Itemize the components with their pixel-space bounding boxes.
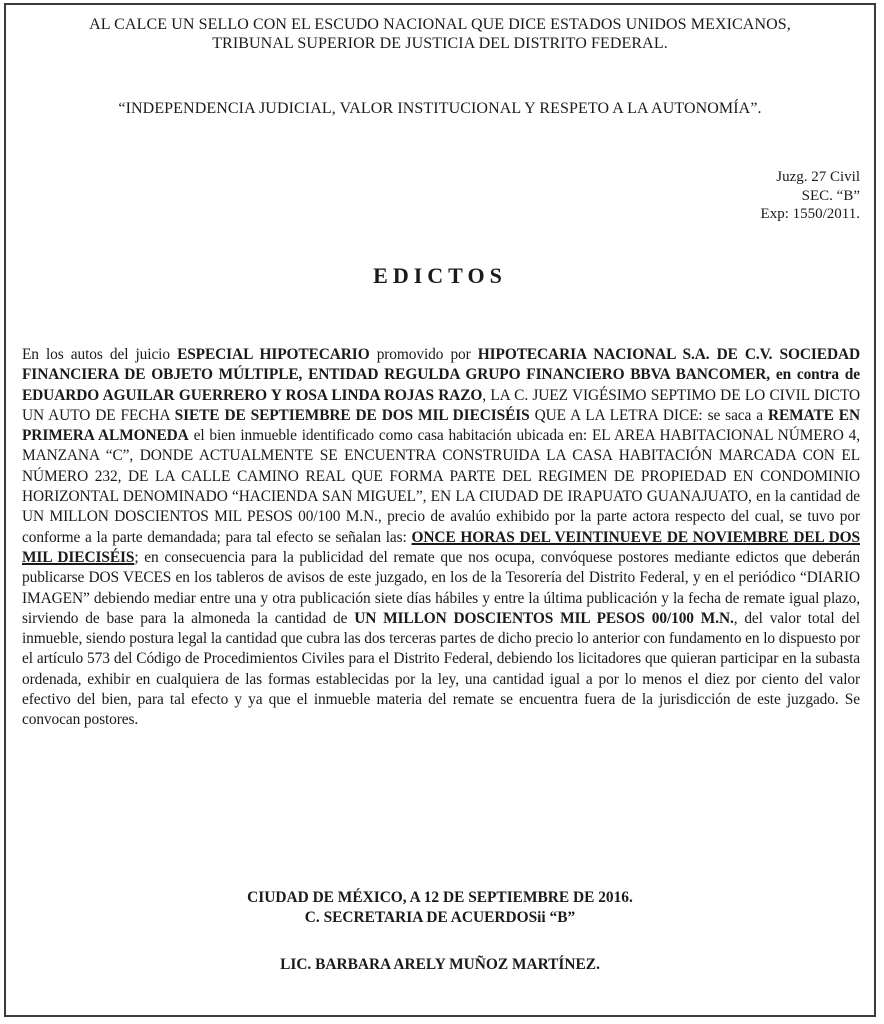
case-reference xyxy=(761,168,860,224)
body-text: el bien inmueble identificado como casa habitación ubicada en: EL AREA HABITACIONAL NÚMERO 4, MANZANA “C”, DONDE ACTUALMENTE SE ENCUENTRA CONSTRUIDA LA CASA HABITACIÓN MARCADA CON EL NÚMERO 232, DE LA CALLE CAMINO REAL QUE FORMA PARTE DEL REGIMEN DE PROPIEDAD EN CONDOMINIO HORIZONTAL DENOMINADO “HACIENDA SAN MIGUEL”, EN LA CIUDAD DE IRAPUATO GUANAJUATO, en la cantidad de UN MILLON DOSCIENTOS MIL PESOS 00/100 M.N., precio de avalúo exhibido por la parte actora respecto del cual, se tuvo por conforme a la parte demandada; para tal efecto se señalan las: xyxy=(22,427,861,546)
body-bold-text: REMATE EN PRIMERA ALMONEDA xyxy=(22,406,860,445)
court-section: SEC. “B” xyxy=(801,187,860,204)
body-text: ; en consecuencia para la publicidad del remate que nos ocupa, convóquese postores mediante edictos que deberán publicarse DOS VECES en los tableros de avisos de este juzgado, en los de la Tesorería del Distrito Federal, y en el periódico “DIARIO IMAGEN” debiendo mediar entre una y otra publicación siete días hábiles y entre la última publicación y la fecha de remate igual plazo, sirviendo de base para la almoneda la cantidad de xyxy=(22,548,861,627)
place-date: CIUDAD DE MÉXICO, A 12 DE SEPTIEMBRE DE 2016. xyxy=(247,889,633,906)
body-bold-text: SIETE DE SEPTIEMBRE DE DOS MIL DIECISÉIS xyxy=(174,406,530,424)
signatory-name: LIC. BARBARA ARELY MUÑOZ MARTÍNEZ. xyxy=(280,956,600,973)
body-text: promovido por xyxy=(369,346,478,363)
body-text: QUE A LA LETRA DICE: se saca a xyxy=(529,406,768,424)
seal-line-2: TRIBUNAL SUPERIOR DE JUSTICIA DEL DISTRITO FEDERAL. xyxy=(212,35,668,52)
seal-description xyxy=(6,15,874,53)
document-title: EDICTOS xyxy=(373,263,507,288)
file-number: Exp: 1550/2011. xyxy=(760,206,860,222)
body-text: , LA C. JUEZ VIGÉSIMO SEPTIMO DE LO CIVIL DICTO UN AUTO DE FECHA xyxy=(22,386,860,424)
signature-block xyxy=(6,888,874,928)
court-name: Juzg. 27 Civil xyxy=(776,169,860,185)
motto: “INDEPENDENCIA JUDICIAL, VALOR INSTITUCIONAL Y RESPETO A LA AUTONOMÍA”. xyxy=(118,100,762,117)
edict-body xyxy=(22,345,860,731)
body-text: , del valor total del inmueble, siendo postura legal la cantidad que cubra las dos terceras partes de dicho precio lo anterior con fundamento en lo dispuesto por el artículo 573 del Código de Procedimientos Civiles para el Distrito Federal, debiendo los licitadores que quieran participar en la subasta ordenada, exhibir en cualquiera de las formas establecidas por la ley, una cantidad igual a por lo menos el diez por ciento del valor efectivo del bien, para tal efecto y ya que el inmueble materia del remate se encuentra fuera de la jurisdicción de este juzgado. Se convocan postores. xyxy=(22,609,860,729)
body-text: En los autos del juicio xyxy=(22,346,178,363)
body-bold-text: UN MILLON DOSCIENTOS MIL PESOS 00/100 M.N. xyxy=(354,609,734,627)
seal-line-1: AL CALCE UN SELLO CON EL ESCUDO NACIONAL QUE DICE ESTADOS UNIDOS MEXICANOS, xyxy=(89,16,791,33)
body-bold-text: HIPOTECARIA NACIONAL S.A. DE C.V. SOCIEDAD FINANCIERA DE OBJETO MÚLTIPLE, ENTIDAD REGULDA GRUPO FINANCIERO BBVA BANCOMER, en contra de EDUARDO AGUILAR GUERRERO Y ROSA LINDA ROJAS RAZO xyxy=(22,346,860,404)
edict-notice xyxy=(4,3,876,1017)
body-bold-text: ESPECIAL HIPOTECARIO xyxy=(177,346,370,363)
secretary-title: C. SECRETARIA DE ACUERDOSii “B” xyxy=(304,909,576,926)
auction-date: ONCE HORAS DEL VEINTINUEVE DE NOVIEMBRE DEL DOS MIL DIECISÉIS xyxy=(22,528,861,566)
